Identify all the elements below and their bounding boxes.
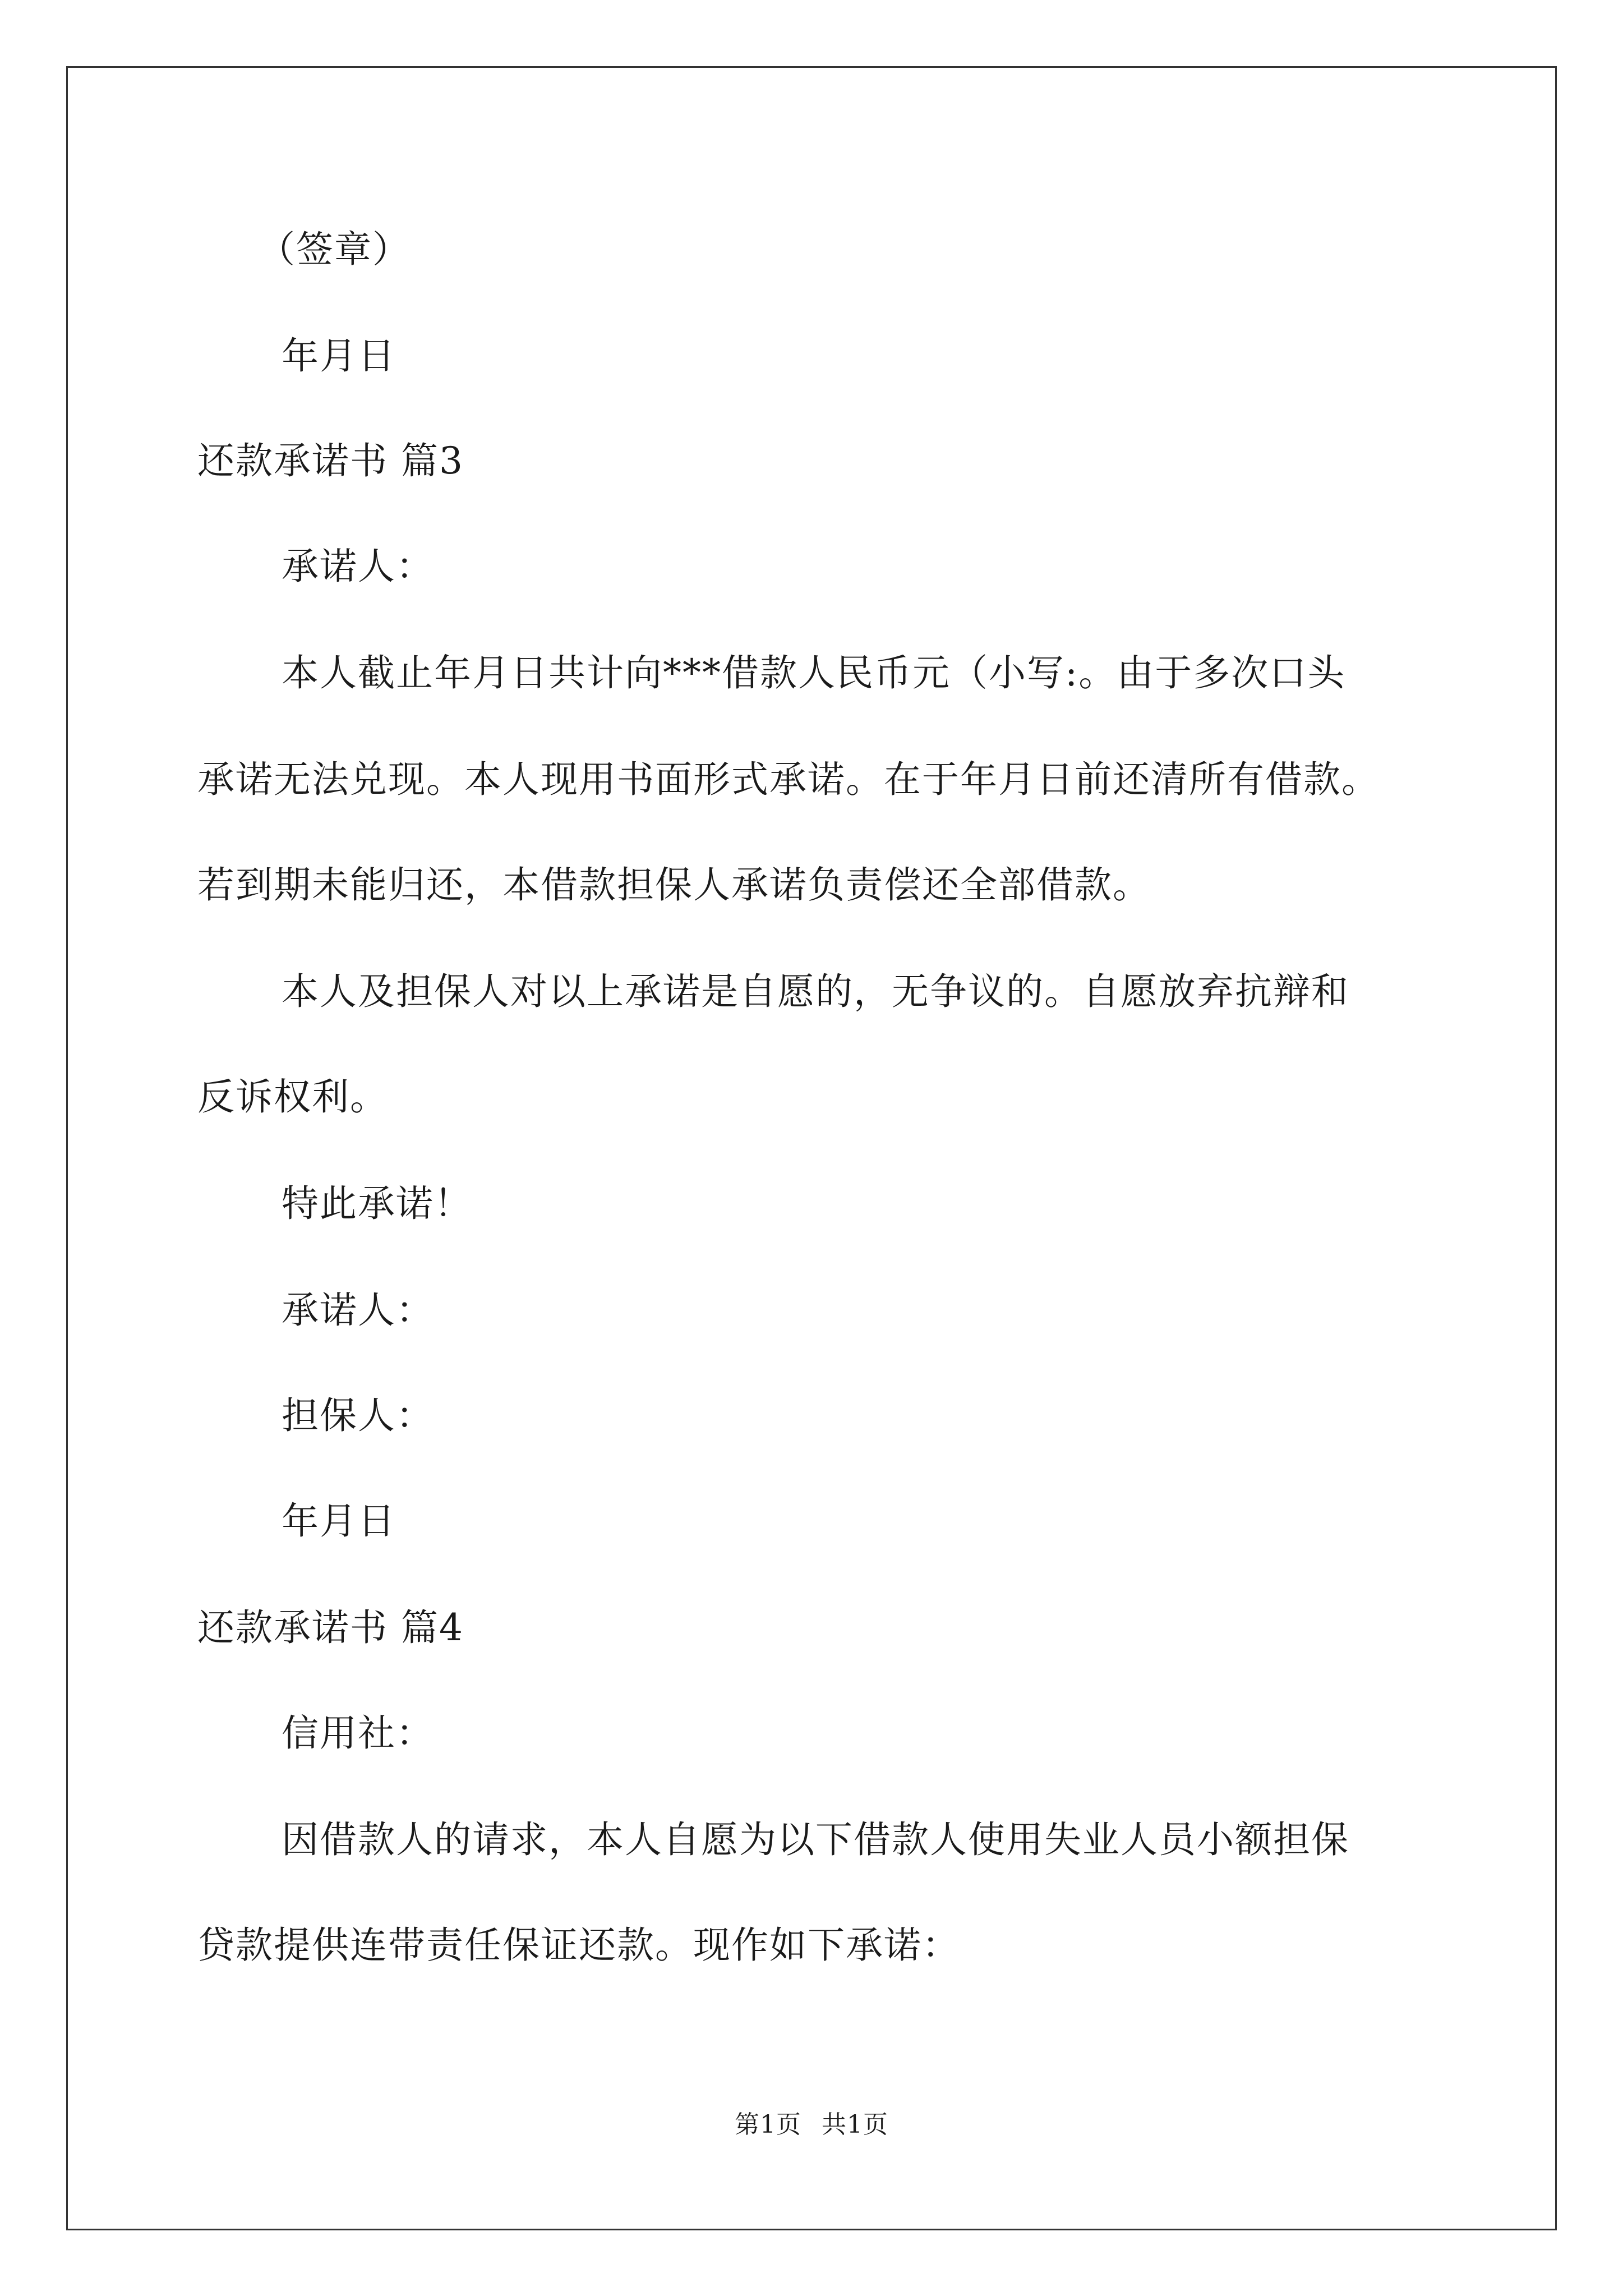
guarantor-label: 担保人： xyxy=(282,1394,434,1437)
page-border xyxy=(66,66,1557,2230)
addressee-line: 信用社： xyxy=(282,1711,434,1755)
date-line: 年月日 xyxy=(282,334,396,378)
paragraph-line: 因借款人的请求，本人自愿为以下借款人使用失业人员小额担保 xyxy=(282,1818,1349,1861)
paragraph-line: 本人及担保人对以上承诺是自愿的，无争议的。自愿放弃抗辩和 xyxy=(282,970,1349,1013)
closing-line: 特此承诺！ xyxy=(282,1182,472,1225)
promisor-label: 承诺人： xyxy=(282,545,434,588)
page-number: 第1页 xyxy=(735,2110,801,2139)
section-heading: 还款承诺书 篇3 xyxy=(197,439,464,482)
page-footer xyxy=(0,2109,1623,2141)
date-line: 年月日 xyxy=(282,1499,396,1543)
paragraph-line: 贷款提供连带责任保证还款。现作如下承诺： xyxy=(197,1924,960,1967)
paragraph-line: 反诉权利。 xyxy=(197,1075,388,1119)
paragraph-line: 本人截止年月日共计向***借款人民币元（小写:。由于多次口头 xyxy=(282,651,1346,694)
paragraph-line: 若到期未能归还，本借款担保人承诺负责偿还全部借款。 xyxy=(197,863,1151,907)
page-total: 共1页 xyxy=(822,2110,888,2139)
section-heading: 还款承诺书 篇4 xyxy=(197,1606,464,1649)
signature-line: （签章） xyxy=(258,228,411,271)
paragraph-line: 承诺无法兑现。本人现用书面形式承诺。在于年月日前还清所有借款。 xyxy=(197,758,1380,801)
promisor-label: 承诺人： xyxy=(282,1289,434,1332)
